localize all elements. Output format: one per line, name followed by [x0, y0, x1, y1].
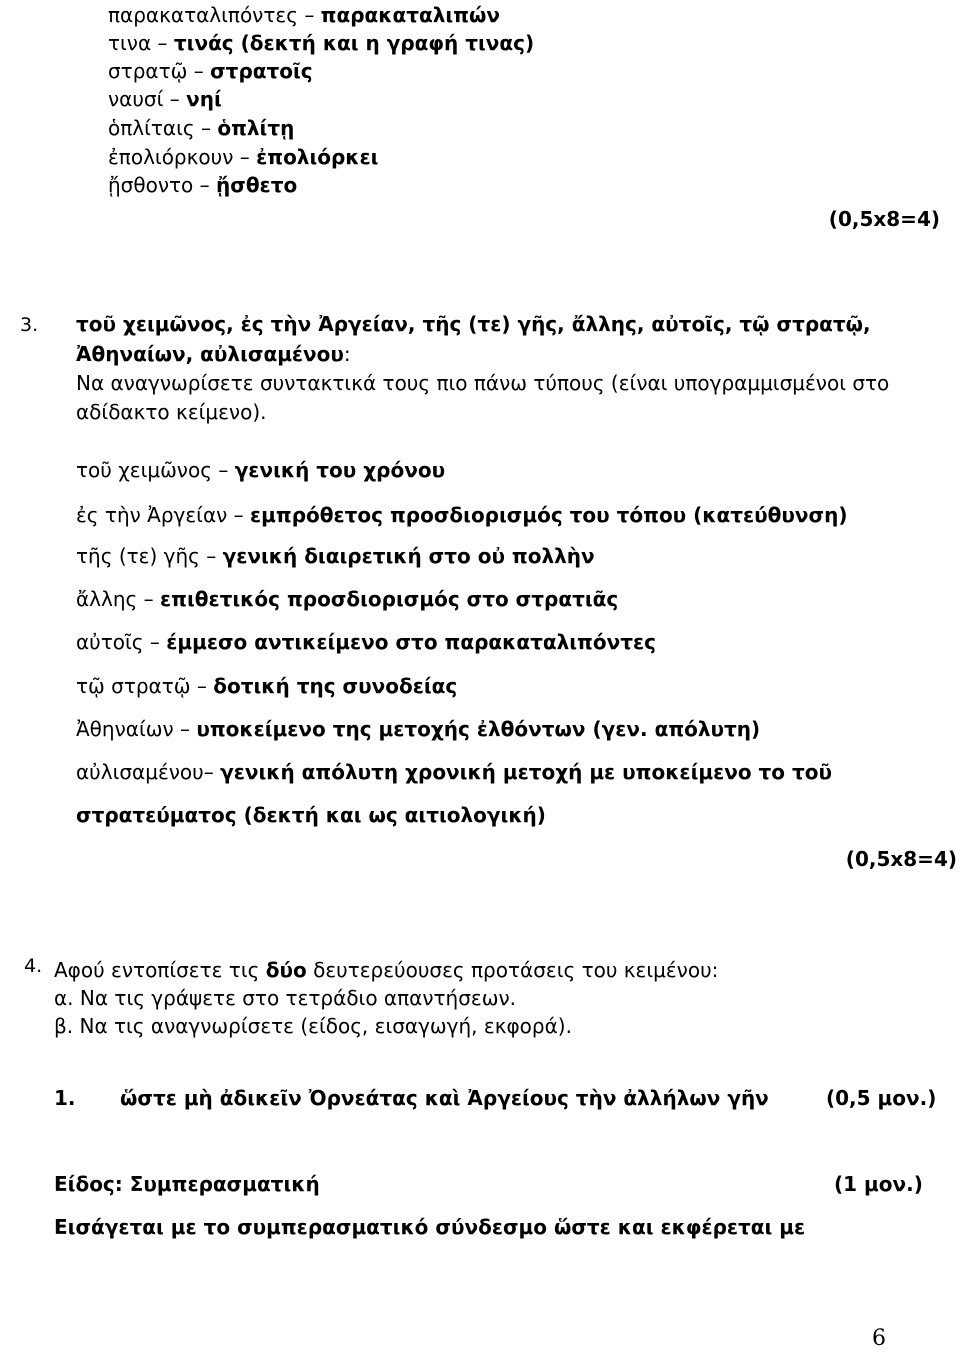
q4-item-text: ὥστε μὴ ἀδικεῖν Ὀρνεάτας καὶ Ἀργείους τὴν ἀλλήλων γῆν [120, 1086, 769, 1110]
question-3-number: 3. [20, 314, 39, 336]
q4-emphasis: δύο [265, 958, 307, 982]
score-top: (0,5x8=4) [828, 207, 940, 231]
dash: – [200, 116, 211, 140]
q3-answer-row [76, 587, 618, 611]
vocab-line [108, 145, 378, 169]
vocab-line [108, 173, 297, 197]
q3-answer-row [76, 674, 457, 698]
vocab-line [108, 59, 313, 83]
given-form: αὐλισαμένου [76, 760, 204, 784]
q3-forms-line1: τοῦ χειμῶνος, ἐς τὴν Ἀργείαν, τῆς (τε) γῆς, ἄλλης, αὐτοῖς, τῷ στρατῷ, [76, 312, 871, 336]
given-form: ᾔσθοντο [108, 173, 194, 197]
q3-answer-row [76, 458, 445, 482]
answer-form: ᾔσθετο [216, 173, 298, 197]
dash: – [203, 760, 214, 784]
q3-answer-row [76, 760, 832, 784]
dash: – [169, 87, 180, 111]
given-form: στρατῷ [108, 59, 188, 83]
given-form: τῷ στρατῷ [76, 674, 191, 698]
q3-forms-line2 [76, 342, 351, 366]
question-4-number: 4. [24, 955, 43, 977]
answer-form: τινάς (δεκτή και η γραφή τινας) [173, 31, 535, 55]
given-form: αὐτοῖς [76, 630, 144, 654]
given-form: τινα [108, 31, 152, 55]
answer-text: εμπρόθετος προσδιορισμός του τόπου (κατεύθυνση) [250, 503, 848, 527]
dash: – [143, 587, 154, 611]
dash: – [206, 544, 217, 568]
q4-introduction: Εισάγεται με το συμπερασματικό σύνδεσμο ὥστε και εκφέρεται με [54, 1215, 806, 1239]
q4-type-score: (1 μον.) [834, 1172, 923, 1196]
dash: – [193, 59, 204, 83]
dash: – [157, 31, 168, 55]
answer-text: έμμεσο αντικείμενο στο παρακαταλιπόντες [166, 630, 656, 654]
answer-text: επιθετικός προσδιορισμός στο στρατιᾶς [160, 587, 619, 611]
dash: – [239, 145, 250, 169]
given-form: ναυσί [108, 87, 164, 111]
q3-answer-continuation: στρατεύματος (δεκτή και ως αιτιολογική) [76, 803, 546, 827]
answer-text: γενική διαιρετική στο οὐ πολλὴν [222, 544, 595, 568]
q4-instruction-line1 [54, 958, 718, 982]
q4-item-number: 1. [54, 1086, 76, 1110]
q4-instruction-line3: β. Να τις αναγνωρίσετε (είδος, εισαγωγή, εκφορά). [54, 1014, 572, 1038]
answer-form: νηί [186, 87, 222, 111]
given-form: ἄλλης [76, 587, 138, 611]
dash: – [196, 674, 207, 698]
q4-text: δευτερεύουσες προτάσεις του κειμένου: [306, 958, 719, 982]
given-form: παρακαταλιπόντες [108, 3, 298, 27]
q3-score: (0,5x8=4) [845, 847, 957, 871]
vocab-line [108, 3, 500, 27]
q4-item-score: (0,5 μον.) [826, 1086, 937, 1110]
given-form: τῆς (τε) γῆς [76, 544, 200, 568]
dash: – [233, 503, 244, 527]
answer-text: γενική του χρόνου [234, 458, 446, 482]
q3-instruction-line1: Να αναγνωρίσετε συντακτικά τους πιο πάνω τύπους (είναι υπογραμμισμένοι στο [76, 371, 890, 395]
q3-answer-row [76, 503, 847, 527]
vocab-line [108, 116, 294, 140]
colon: : [343, 342, 351, 366]
dash: – [180, 717, 190, 741]
answer-text: γενική απόλυτη χρονική μετοχή με υποκείμενο το τοῦ [220, 760, 833, 784]
q4-text: Αφού εντοπίσετε τις [54, 958, 266, 982]
q4-instruction-line2: α. Να τις γράψετε στο τετράδιο απαντήσεων. [54, 986, 516, 1010]
q3-answer-row [76, 630, 656, 654]
answer-form: στρατοῖς [210, 59, 313, 83]
given-form: τοῦ χειμῶνος [76, 458, 212, 482]
dash: – [218, 458, 229, 482]
dash: – [199, 173, 210, 197]
answer-form: παρακαταλιπών [320, 3, 501, 27]
q3-answer-row [76, 717, 760, 741]
page-number: 6 [872, 1326, 886, 1351]
dash: – [149, 630, 160, 654]
given-form: ἐπολιόρκουν [108, 145, 234, 169]
q4-type-label: Είδος: Συμπερασματική [54, 1172, 320, 1196]
vocab-line [108, 31, 534, 55]
given-form: Ἀθηναίων [76, 717, 174, 741]
q3-instruction-line2: αδίδακτο κείμενο). [76, 400, 267, 424]
answer-text: υποκείμενο της μετοχής ἐλθόντων (γεν. απόλυτη) [196, 717, 761, 741]
given-form: ὁπλίταις [108, 116, 195, 140]
q3-answer-row [76, 544, 595, 568]
q3-forms-bold: Ἀθηναίων, αὐλισαμένου [76, 342, 344, 366]
answer-form: ἐπολιόρκει [256, 145, 379, 169]
answer-form: ὁπλίτῃ [217, 116, 295, 140]
dash: – [304, 3, 315, 27]
answer-text: δοτική της συνοδείας [213, 674, 458, 698]
vocab-line [108, 87, 222, 111]
given-form: ἐς τὴν Ἀργείαν [76, 503, 228, 527]
